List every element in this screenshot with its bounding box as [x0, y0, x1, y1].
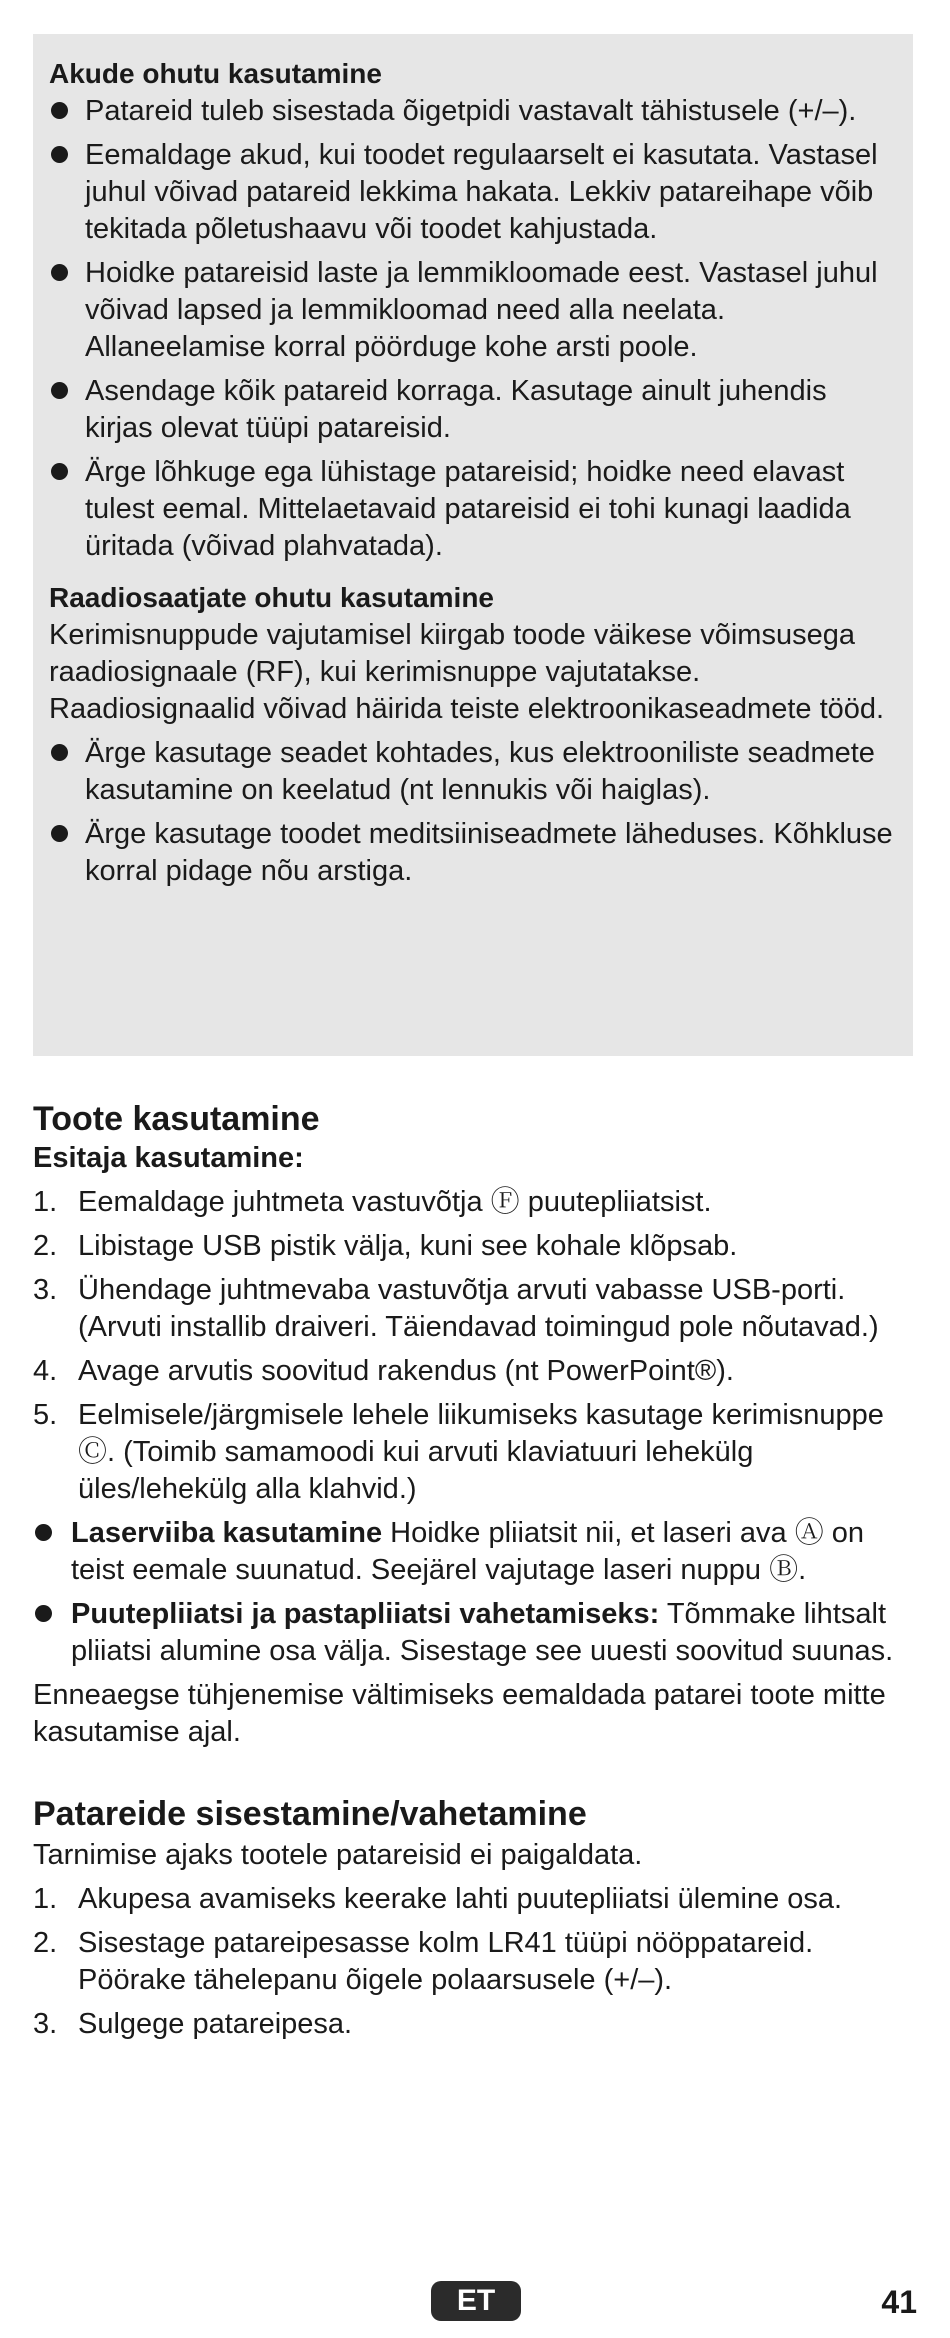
battery-install-steps-list: [33, 1881, 919, 2043]
list-item-text: Tõmmake lihtsalt pliiatsi alumine osa välja. Sisestage see uuesti soovitud suunas.: [71, 1598, 894, 1667]
presenter-usage-subheading: Esitaja kasutamine:: [33, 1142, 304, 1174]
step-text: Akupesa avamiseks keerake lahti puutepliiatsi ülemine osa.: [78, 1883, 843, 1915]
list-item-text: Asendage kõik patareid korraga. Kasutage ainult juhendis kirjas olevat tüüpi patareisid.: [85, 375, 827, 444]
step-number: 5.: [33, 1399, 58, 1431]
list-item: [49, 816, 897, 890]
usage-section-title: Toote kasutamine: [33, 1100, 320, 1138]
radio-safety-intro: Kerimisnuppude vajutamisel kiirgab toode väikese võimsusega raadiosignaale (RF), kui kerimisnuppe vajutatakse. Raadiosignaalid võivad häirida teiste elektroonikaseadmete tööd.: [49, 619, 885, 725]
list-item: [49, 454, 897, 565]
step-item: [33, 1272, 919, 1346]
list-item: [33, 1596, 919, 1670]
battery-install-section-title: Patareide sisestamine/vahetamine: [33, 1795, 587, 1833]
usage-bullets-list: [33, 1515, 919, 1670]
bullet-icon: [51, 146, 68, 163]
list-item-text: Hoidke patareisid laste ja lemmikloomade eest. Vastasel juhul võivad lapsed ja lemmikloomad need alla neelata. Allaneelamise korral pöörduge kohe arsti poole.: [85, 257, 878, 363]
list-item-text: Hoidke pliiatsit nii, et laseri ava Ⓐ on teist eemale suunatud. Seejärel vajutage laseri nuppu Ⓑ.: [71, 1517, 865, 1586]
list-item: [49, 137, 897, 248]
list-item: [49, 735, 897, 809]
bullet-icon: [51, 264, 68, 281]
battery-safety-heading: Akude ohutu kasutamine: [49, 58, 382, 89]
list-item: [49, 93, 897, 130]
step-number: 2.: [33, 1230, 58, 1262]
usage-steps-list: [33, 1184, 919, 1508]
page-number: 41: [881, 2284, 917, 2320]
list-item-text: Ärge kasutage seadet kohtades, kus elektrooniliste seadmete kasutamine on keelatud (nt lennukis või haiglas).: [85, 737, 875, 806]
bullet-icon: [35, 1524, 52, 1541]
main-content: [33, 1098, 919, 2050]
safety-notice-box: [33, 34, 913, 1056]
step-item: [33, 1228, 919, 1265]
list-item: [49, 255, 897, 366]
step-number: 3.: [33, 2008, 58, 2040]
bullet-icon: [51, 825, 68, 842]
step-number: 3.: [33, 1274, 58, 1306]
step-item: [33, 1184, 919, 1221]
step-number: 4.: [33, 1355, 58, 1387]
step-text: Ühendage juhtmevaba vastuvõtja arvuti vabasse USB-porti. (Arvuti installib draiveri. Täiendavad toimingud pole nõutavad.): [78, 1274, 879, 1343]
battery-install-intro: Tarnimise ajaks tootele patareisid ei paigaldata.: [33, 1839, 643, 1871]
list-item-text: Ärge kasutage toodet meditsiiniseadmete läheduses. Kõhkluse korral pidage nõu arstiga.: [85, 818, 893, 887]
step-item: [33, 1353, 919, 1390]
list-item-bold: Puutepliiatsi ja pastapliiatsi vahetamiseks:: [71, 1598, 660, 1630]
list-item: [33, 1515, 919, 1589]
step-text: Eemaldage juhtmeta vastuvõtja Ⓕ puutepliiatsist.: [78, 1186, 712, 1218]
step-number: 2.: [33, 1927, 58, 1959]
step-text: Sisestage patareipesasse kolm LR41 tüüpi nööppatareid. Pöörake tähelepanu õigele polaarsusele (+/–).: [78, 1927, 814, 1996]
step-text: Sulgege patareipesa.: [78, 2008, 353, 2040]
list-item-bold: Laserviiba kasutamine: [71, 1517, 383, 1549]
bullet-icon: [51, 382, 68, 399]
bullet-icon: [51, 463, 68, 480]
battery-drain-note: Enneaegse tühjenemise vältimiseks eemaldada patarei toote mitte kasutamise ajal.: [33, 1679, 886, 1748]
step-text: Avage arvutis soovitud rakendus (nt PowerPoint®).: [78, 1355, 734, 1387]
step-text: Eelmisele/järgmisele lehele liikumiseks kasutage kerimisnuppe Ⓒ. (Toimib samamoodi kui arvuti klaviatuuri lehekülg üles/lehekülg alla klahvid.): [78, 1399, 884, 1505]
list-item-text: Ärge lõhkuge ega lühistage patareisid; hoidke need elavast tulest eemal. Mittelaetavaid patareisid ei tohi kunagi laadida üritada (võivad plahvatada).: [85, 456, 851, 562]
bullet-icon: [51, 102, 68, 119]
radio-safety-heading: Raadiosaatjate ohutu kasutamine: [49, 582, 495, 613]
step-item: [33, 2006, 919, 2043]
step-item: [33, 1881, 919, 1918]
bullet-icon: [51, 744, 68, 761]
list-item-text: Eemaldage akud, kui toodet regulaarselt ei kasutata. Vastasel juhul võivad patareid lekkima hakata. Lekkiv patareihape võib tekitada põletushaavu või toodet kahjustada.: [85, 139, 878, 245]
step-number: 1.: [33, 1186, 58, 1218]
step-text: Libistage USB pistik välja, kuni see kohale klõpsab.: [78, 1230, 738, 1262]
battery-safety-list: [49, 93, 897, 565]
step-item: [33, 1925, 919, 1999]
step-number: 1.: [33, 1883, 58, 1915]
step-item: [33, 1397, 919, 1508]
list-item-text: Patareid tuleb sisestada õigetpidi vastavalt tähistusele (+/–).: [85, 95, 857, 127]
language-badge: ET: [431, 2281, 521, 2321]
radio-safety-list: [49, 735, 897, 890]
list-item: [49, 373, 897, 447]
bullet-icon: [35, 1605, 52, 1622]
